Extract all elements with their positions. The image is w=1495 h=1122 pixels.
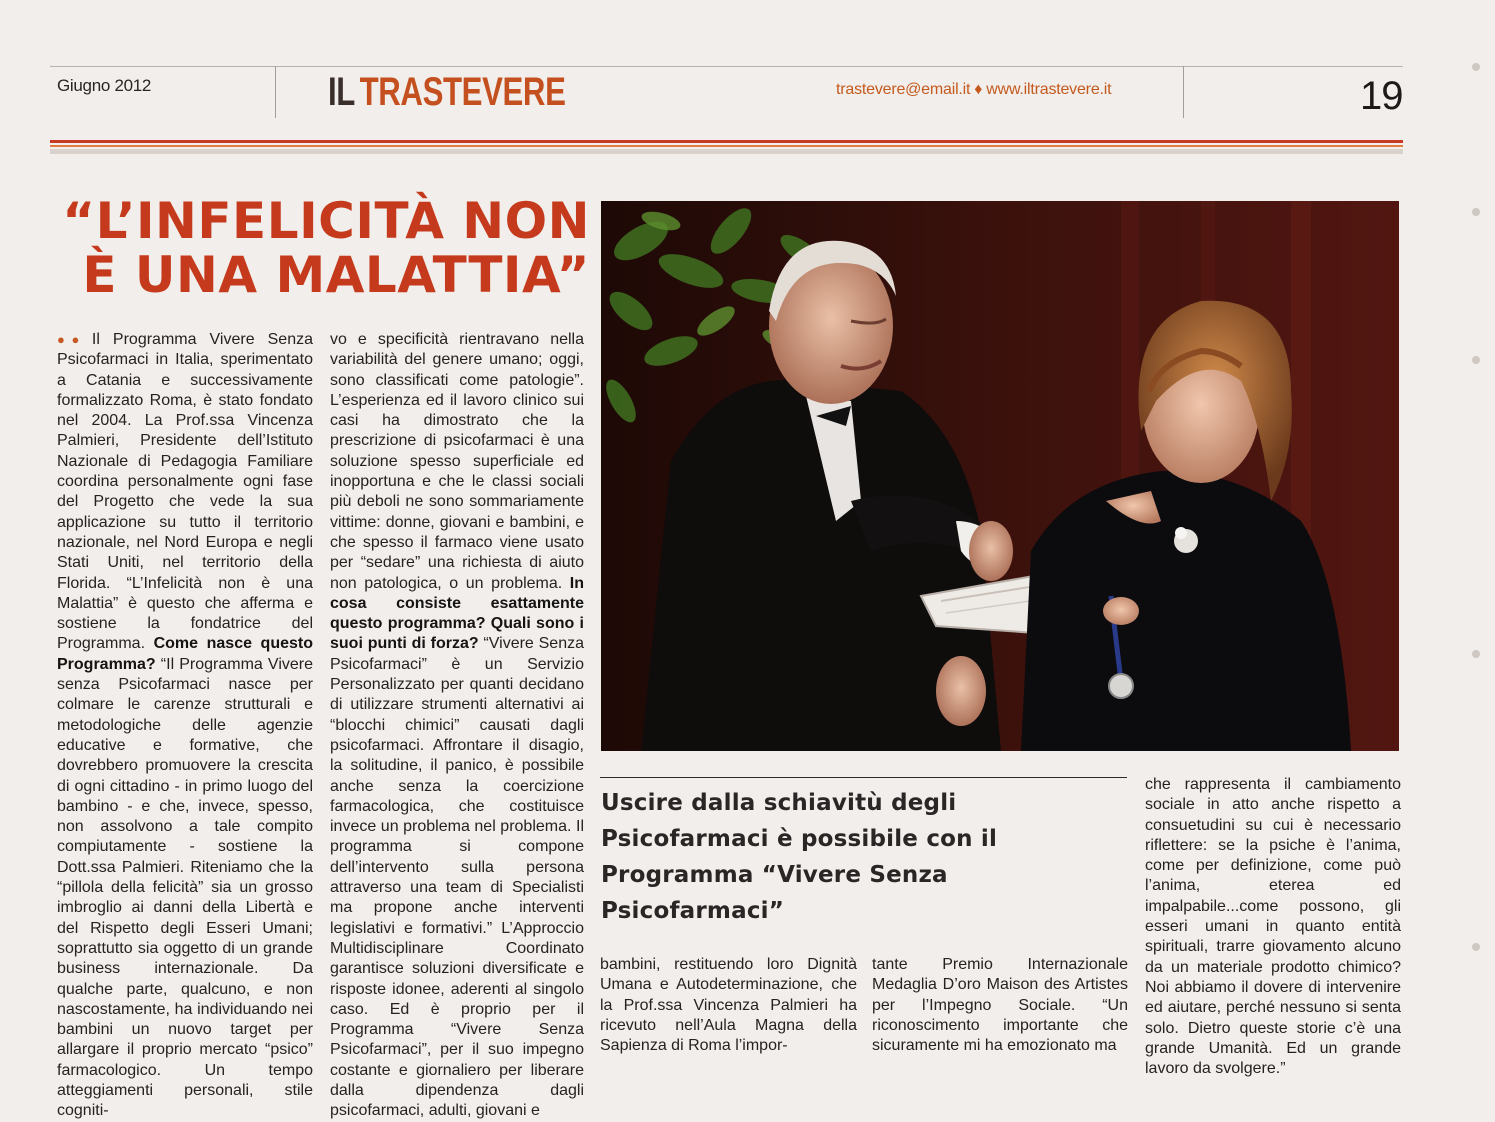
binding-hole xyxy=(1472,63,1480,71)
issue-date: Giugno 2012 xyxy=(57,76,152,95)
binding-hole xyxy=(1472,208,1480,216)
col2-text-2: “Vivere Senza Psicofarmaci” è un Servizio Personalizzato per quanti decidano di utilizzare strumenti alternativi ai “blocchi chimici” causati dagli psicofarmaci. Affrontare il disagio, la solitudine, il panico, è possibile anche senza la coercizione farmacologica, che costituisce invece un problema nel problema. Il programma si compone dell’intervento sulla persona attraverso una team di Specialisti ma propone anche interventi legislativi e formativi.” L’Approccio Multidisciplinare Coordinato garantisce soluzioni diversificate e risposte idonee, aderenti al singolo caso. Ed è proprio per il Programma “Vivere Senza Psicofarmaci”, per il suo impegno costante e giornaliero per liberare dalla dipendenza dagli psicofarmaci, adulti, giovani e xyxy=(330,635,584,1120)
col1-text-1: Il Programma Vivere Senza Psicofarmaci in Italia, sperimentato a Catania e successivamente formalizzato Roma, è stato fondato nel 2004. La Prof.ssa Vincenza Palmieri, Presidente dell’Istituto Nazionale di Pedagogia Familiare coordina personalmente ogni fase del Progetto che vede la sua applicazione su tutto il territorio nazionale, nel Nord Europa e negli Stati Uniti, nel territorio della Florida. “L’Infelicità non è una Malattia” è questo che afferma e sostiene la fondatrice del Programma. xyxy=(57,331,313,653)
header-stripe xyxy=(50,149,1403,154)
bullet-icon: ●● xyxy=(57,332,86,347)
article-headline: “L’INFELICITÀ NON È UNA MALATTIA” xyxy=(62,192,590,304)
page-number: 19 xyxy=(1360,74,1403,118)
email-link: trastevere@email.it xyxy=(836,81,971,98)
article-column-4 xyxy=(872,955,1128,1056)
question-2: In cosa consiste esattamente questo programma? Quali sono i suoi punti di forza? xyxy=(330,574,584,653)
header-stripe xyxy=(50,145,1403,147)
masthead-name: TRASTEVERE xyxy=(359,70,566,114)
masthead xyxy=(328,70,565,115)
header-divider xyxy=(275,66,276,118)
binding-hole xyxy=(1472,356,1480,364)
article-subhead: Uscire dalla schiavitù degli Psicofarmaci è possibile con il Programma “Vivere Senza Psicofarmaci” xyxy=(601,790,998,924)
masthead-il: IL xyxy=(328,70,355,114)
binding-hole xyxy=(1472,943,1480,951)
col3-text: bambini, restituendo loro Dignità Umana e Autodeterminazione, che la Prof.ssa Vincenza Palmieri ha ricevuto nell’Aula Magna della Sapienza di Roma l’impor- xyxy=(600,956,857,1055)
header-stripe xyxy=(50,140,1403,143)
article-column-1 xyxy=(57,330,313,1122)
subhead-rule xyxy=(600,777,1127,778)
award-photo xyxy=(601,201,1399,751)
binding-hole xyxy=(1472,650,1480,658)
contact-line xyxy=(836,81,1111,99)
diamond-separator-icon: ♦ xyxy=(974,81,983,98)
col2-text-1: vo e specificità rientravano nella variabilità del genere umano; oggi, sono classificati come patologie”. L’esperienza ed il lavoro clinico sui casi ha dimostrato che la prescrizione di psicofarmaci è una soluzione spesso superficiale ed inopportuna e che le classi sociali più deboli ne sono sommariamente vittime: donne, giovani e bambini, e che spesso il farmaco viene usato per “sedare” una richiesta di aiuto non patologica, o un problema. xyxy=(330,331,584,592)
header-top-rule xyxy=(50,66,1403,67)
article-column-2 xyxy=(330,330,584,1122)
col4-text: tante Premio Internazionale Medaglia D’oro Maison des Artistes per l’Impegno Sociale. “Un riconoscimento importante che sicuramente mi ha emozionato ma xyxy=(872,956,1128,1055)
website-link: www.iltrastevere.it xyxy=(986,81,1112,98)
col5-text: che rappresenta il cambiamento sociale in atto anche rispetto a consuetudini su cui è necessario riflettere: se la psiche è l’anima, come per definizione, come può l’anima, eterea ed impalpabile...come possono, gli esseri umani in quanto entità spirituali, trarre giovamento alcuno da un materiale prodotto chimico? Noi abbiamo il dovere di intervenire ed aiutare, perché nessuno si senta solo. Dietro queste storie c’è una grande Umanità. Ed un grande lavoro da svolgere.” xyxy=(1145,776,1401,1078)
header-divider xyxy=(1183,66,1184,118)
article-column-5 xyxy=(1145,775,1401,1079)
question-1: Come nasce questo Programma? xyxy=(57,635,313,673)
col1-text-2: “Il Programma Vivere senza Psicofarmaci nasce per colmare le carenze strutturali e metodologiche delle agenzie educative e formative, che dovrebbero promuovere la crescita di ogni cittadino - in primo luogo del bambino - e che, invece, spesso, non assolvono a tale compito compiutamente - sostiene la Dott.ssa Palmieri. Riteniamo che la “pillola della felicità” sia un grosso imbroglio ai danni della Libertà e del Rispetto degli Esseri Umani; soprattutto sia oggetto di un grande business internazionale. Da qualche parte, qualcuno, e non nascostamente, ha individuando nei bambini un nuovo target per allargare il proprio mercato “psico” farmacologico. Un tempo atteggiamenti personali, stile cogniti- xyxy=(57,655,313,1120)
article-column-3 xyxy=(600,955,857,1056)
